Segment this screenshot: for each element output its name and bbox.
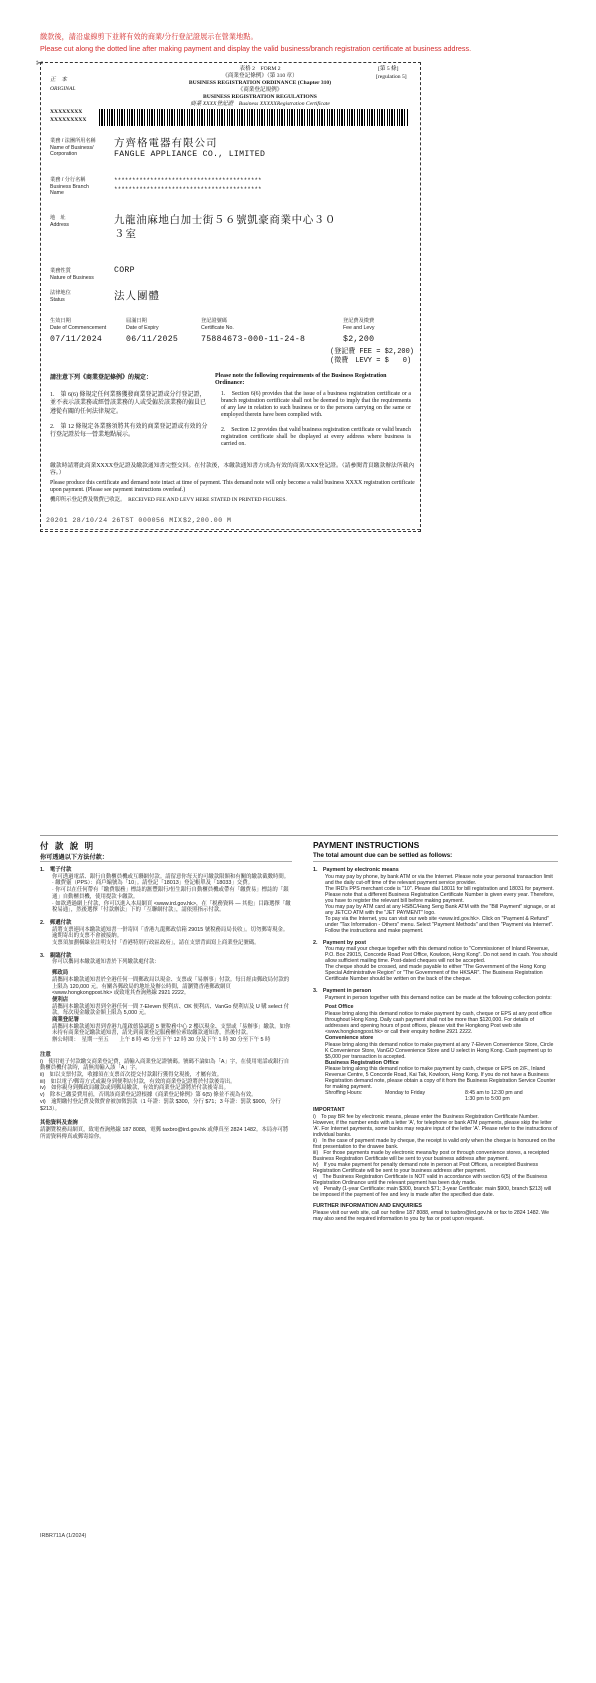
en-column [313, 861, 558, 1522]
en-post-title: Post Office [325, 1004, 354, 1011]
fee-total: $2,200 [343, 335, 375, 344]
zh-s2-body: 請將支票連同本繳款通知書一併寄回「香港九龍郵政信箱 29015 號稅務局局長收」。切勿郵寄現金。逾期寄出的支票不會被接納。 支票須加劃橫線並註明支付「香港特別行政區政府」，請在支票背面寫上商業登記號碼。 [52, 926, 289, 947]
fee-label-en: Fee and Levy [343, 325, 375, 331]
copy-zh: 正 本 [50, 77, 67, 83]
status-value: 法人團體 [114, 290, 160, 302]
notice-zh: 繳款後，請沿虛線剪下並將有效的商業/分行登記證展示在營業地點。 [40, 32, 258, 41]
nature-label-en: Nature of Business [50, 275, 94, 281]
en-further-body: Please visit our web site, call our hotline 187 8088, email to taxbro@ird.gov.hk or fax to 2824 1482. We may also send the required information to you by fax or post upon request. [313, 1209, 550, 1222]
zh-s1-title: 1. 電子付款 [40, 867, 72, 873]
zh-post-body: 請攜同本繳款通知書於全港任何一間郵政局以現金、支票或「易辦事」付款。每日經由郵政局付款的上限為 120,000 元。有關各郵政局的地址及辦公時間，請瀏覽香港郵政網頁 <www.hongkongpost.hk> 或致電其查詢熱線 2921 2222。 [52, 976, 290, 997]
address-line-2: ３室 [114, 228, 137, 240]
address-line-1: 九龍油麻地白加士街５６號凱豪商業中心３０ [114, 214, 336, 226]
nature-label-zh: 業務性質 [50, 268, 71, 274]
zh-s1-body: 你可透過電話、銀行自動櫃員機或互聯網付款。請留意你每天的可繳款限額和有關的繳款截數時間。 · 繳費靈（PPS）：商戶編號為「10」。請登記「18013」登記帳單及「18033」交費。 · 你可以在任何帶有「繳費服務」標誌的滙豐銀行/恒生銀行自動櫃員機或帶有「繳費易」標誌的「銀通」自動櫃員機，使用提款卡繳款。 · 如欲透過網上付款，你可以進入本局網頁 <www.ird.gov.hk>，在「税務資料 — 其他」目錄選擇「繳稅易通」，然後選擇「付款辦法」下的「互聯網付款」，請依照指示付款。 [52, 873, 291, 914]
zh-instructions-title: 付 款 說 明 [40, 841, 96, 851]
cut-line [40, 529, 420, 530]
en-hours-row [313, 1090, 558, 1102]
notice-en: Please cut along the dotted line after making payment and display the valid business/branch registration certificate at business address. [40, 44, 472, 53]
en-note-3: iii) For those payments made by electronic means/by post or through convenience stores, a receipted Business Registration Certificate will be sent to your business address after payment. [313, 1149, 550, 1162]
address-label-zh: 地 址 [50, 215, 66, 221]
masked-code-1: XXXXXXXX [50, 109, 83, 115]
zh-post-title: 郵政局 [52, 970, 69, 977]
zh-s2-title: 2. 郵遞付款 [40, 919, 72, 926]
ordinance-zh: 《商業登記條例》（第 310 章） [222, 73, 298, 79]
zh-counter-body: 請攜同本繳款通知書到香港九龍啟德協調道 5 號稅務中心 2 樓以現金、支票或「易辦事」繳款。如你未持有商業登記繳款通知書，請先到商業登記服務櫃位索取繳款通知書，然後付款。 [52, 1023, 291, 1037]
zh-note-1: i) 使用電子付款繳交商業登記費，請輸入商業登記證號碼。號碼不論如為「A」字，在使用電話或銀行自動櫃員機付款時，請無需輸入該「A」字。 [40, 1058, 290, 1072]
expiry-label-zh: 屆滿日期 [126, 318, 147, 324]
en-note-5: v) The Business Registration Certificate is NOT valid in accordance with section 6(5) of the Business Registration Ordinance until the relevant payment has been duly made. [313, 1173, 548, 1186]
payment-note-zh: 繳款時請將此商業XXXX登記證及繳款通知書完整交回。在付款後，本繳款通知書方成為有效的商業/XXX登記證。（請參閱背頁繳款辦法所載內容。） [50, 463, 415, 477]
payment-stamp-amount: $2,200.00 M [183, 517, 232, 524]
barcode [99, 109, 408, 126]
regulations-en: BUSINESS REGISTRATION REGULATIONS [203, 94, 317, 100]
zh-store-title: 便利店 [52, 996, 69, 1003]
nature-of-business: CORP [114, 266, 135, 275]
en-counter-body: Please bring along this demand notice to make payment by cash, cheque or EPS on 2/F., Inland Revenue Centre, 5 Concorde Road, Kai Tak, Kowloon, Hong Kong. If you do not have a Business Registration demand note, please obtain a copy of it from the Business Registration Service Counter for making payment. [325, 1066, 556, 1091]
certificate-title: 商業 XXXX登記證 Business XXXXXRegistration Certificate [190, 101, 330, 107]
regulations-zh: 《商業登記規例》 [237, 87, 283, 93]
certificate-number: 75884673-000-11-24-8 [201, 335, 306, 344]
zh-s3-title: 3. 親臨付款 [40, 952, 72, 959]
en-counter-title: Business Registration Office [325, 1059, 399, 1066]
zh-note-6: vi) 逾期繳付登記費及徵費會被加徵罰款（1 年證：罰款 $300，分行 $71；3 年證：罰款 $900，分行 $213）。 [40, 1098, 281, 1112]
en-store-title: Convenience store [325, 1034, 374, 1041]
fee-label-zh: 登記費及徵費 [343, 318, 375, 324]
en-further-title: FURTHER INFORMATION AND ENQUIRIES [313, 1202, 423, 1209]
scissors-icon: ✂ [36, 58, 44, 68]
zh-column [40, 861, 292, 1522]
ordinance-en: BUSINESS REGISTRATION ORDINANCE (Chapter 310) [188, 80, 332, 86]
certificate [40, 62, 421, 532]
cert-no-label-zh: 登記證號碼 [201, 318, 227, 324]
en-note-6: vi) Penalty (1-year Certificate: main $300, branch $71; 3-year Certificate: main $900, branch $213) will be imposed if the payment of fee and levy is made after the specified due date. [313, 1185, 552, 1198]
masked-code-2: XXXXXXXXX [50, 117, 87, 123]
business-name-zh: 方齊格電器有限公司 [114, 137, 218, 149]
en-s1-body: You may pay by phone, by bank ATM or via the Internet. Please note your personal transaction limit and the daily cut-off time of the relevant payment service provider. The IRD's PPS merchant code is "10". Please dial 18011 for bill registration and 18031 for payment. Please note that a different Business Registration Certificate Number is given every year. Therefore, you have to register the relevant bill before making payment. You may pay by ATM card at any HSBC/Hang Seng Bank ATM with the "Bill Payment" signage, or at any JETCO ATM with the "JET PAYMENT" logo. To pay via the Internet, you can visit our web site <www.ird.gov.hk>. Click on "Payment & Refund" under "Tax Information - Others" menu. Select "Payment Methods" and then "Payment via Internet". Follow the instructions and make payment. [325, 873, 555, 934]
zh-note-title: 注意 [40, 1051, 51, 1058]
zh-hours: 辦公時間： 星期一至五 上午 8 時 45 分至下午 12 時 30 分及下午 1 時 30 分至下午 5 時 [52, 1037, 271, 1044]
en-instructions-title: PAYMENT INSTRUCTIONS [313, 840, 420, 850]
branch-name-1: ***************************************** [114, 177, 262, 184]
cert-no-label-en: Certificate No. [201, 325, 234, 331]
requirement-en-2: 2. Section 12 provides that valid business registration certificate or valid branch registration certificate shall be displayed at every address where business is carried on. [221, 427, 411, 448]
branch-label-en: Business Branch Name [50, 184, 89, 197]
machine-receipt-note: 機印所示登記費及徵費已收訖。 RECEIVED FEE AND LEVY HERE STATED IN PRINTED FIGURES. [50, 497, 287, 503]
requirements-title-en: Please note the following requirements of the Business Registration Ordinance: [215, 373, 387, 386]
status-label-en: Status [50, 297, 65, 303]
en-hours-times: 8:45 am to 12:30 pm and 1:30 pm to 5:00 pm [465, 1090, 523, 1103]
zh-store-body: 請攜同本繳款通知書到全港任何一間 7-Eleven 便利店、OK 便利店、VanGo 便利店及 U 購 select 付款。每次現金繳款金額上限為 5,000 元。 [52, 1003, 290, 1017]
en-s3-body: Payment in person together with this demand notice can be made at the following collection points: [325, 995, 552, 1002]
en-note-2: ii) In the case of payment made by cheque, the receipt is valid only when the cheque is honoured on the first presentation to the drawee bank. [313, 1137, 556, 1150]
en-instructions-subtitle: The total amount due can be settled as follows: [313, 852, 453, 859]
en-s3-title: 3. Payment in person [313, 988, 372, 995]
zh-s3-body: 你可以攜同本繳款通知書於下列繳款處付款： [52, 959, 160, 966]
zh-instructions-subtitle: 你可透過以下方法付款： [40, 854, 109, 861]
commence-label-en: Date of Commencement [50, 325, 107, 331]
levy-line: (徵費 LEVY = $ 0) [330, 357, 412, 365]
name-label-zh: 業務 / 法團所用名稱 [50, 138, 96, 144]
en-hours-label: Shroffing Hours: [325, 1090, 363, 1097]
payment-stamp-code: 20201 28/10/24 26TST 000056 MIX [46, 517, 183, 524]
address-label-en: Address [50, 222, 70, 228]
zh-further-body: 請瀏覽稅務局網頁，致電查詢熱線 187 8088，電郵 taxbro@ird.gov.hk 或傳真至 2824 1482。本局亦可將所需資料傳真或郵寄給你。 [40, 1126, 289, 1140]
requirement-zh-2: 2. 第 12 條規定各業務須將其有效的商業登記證或有效的分行登記證於每一營業地點展示。 [50, 424, 208, 439]
en-hours-days: Monday to Friday [385, 1090, 426, 1097]
zh-note-4: iv) 如你親身到郵政局繳款或到郵局繳款，有效的商業登記證將於付款後寄出。 [40, 1085, 229, 1092]
en-post-body: Please bring along this demand notice to make payment by cash, cheque or EPS at any post office throughout Hong Kong. Daily cash payment shall not be more than $120,000. For details of addresses and opening hours of post offices, please visit the Hongkong Post web site <www.hongkongpost.hk> or call their enquiry hotline 2921 2222. [325, 1010, 552, 1035]
requirement-en-1: 1. Section 6(6) provides that the issue of a business registration certificate or a branch registration certificate shall not be deemed to imply that the requirements of any law in relation to such business or to the persons carrying on the same or employed therein have been complied with. [221, 391, 411, 419]
branch-label-zh: 業務 / 分行名稱 [50, 177, 86, 183]
zh-note-2: ii) 如以支票付款，收據須在支票首次提交付款銀行獲得兌現後，才屬有效。 [40, 1071, 223, 1078]
form-number: 表格 2 FORM 2 [239, 66, 281, 72]
en-note-4: iv) If you make payment for penalty demand note in person at Post Offices, a receipted Business Registration Certificate will be sent to your business address after payment. [313, 1161, 539, 1174]
zh-further-title: 其他資料及查詢 [40, 1120, 78, 1127]
zh-counter-title: 商業登記署 [52, 1017, 79, 1024]
zh-note-3: iii) 如以電子/郵寄方式或親身到便利店付款，有效的商業登記證將於付款後寄出。 [40, 1078, 236, 1085]
branch-name-2: ***************************************** [114, 186, 262, 193]
en-store-body: Please bring along this demand notice to make payment at any 7-Eleven Convenience Store, Circle K Convenience Store, VanGO Convenience Store and U select in Hong Kong. Cash payment up to $5,000 per transaction is accepted. [325, 1041, 554, 1060]
en-s2-title: 2. Payment by post [313, 939, 367, 946]
requirement-zh-1: 1. 第 6(6) 條規定任何業務獲發商業登記證或分行登記證，並不表示該業務或經營該業務的人或受僱於該業務的僱員已遵從有關的任何法律規定。 [50, 392, 207, 415]
payment-note-en: Please produce this certificate and demand note intact at time of payment. This demand note will only become a valid business XXXX registration certificate upon payment. (Please see payment instructions overleaf.) [50, 480, 415, 494]
zh-note-5: v) 除本已繳妥費用前，否則該商業登記證根據《商業登記條例》第 6(5) 條並不視為有效。 [40, 1092, 257, 1099]
form-code: IRBR711A (1/2024) [40, 1533, 87, 1539]
expiry-label-en: Date of Expiry [126, 325, 159, 331]
expiry-date: 06/11/2025 [126, 335, 179, 344]
commence-label-zh: 生效日期 [50, 318, 71, 324]
regulation-zh: [第 5 條] [378, 66, 399, 72]
name-label-en: Name of Business/ Corporation [50, 145, 94, 158]
status-label-zh: 法律地位 [50, 290, 71, 296]
fee-line: (登記費 FEE = $2,200) [330, 348, 415, 356]
copy-en: ORIGINAL [50, 86, 76, 92]
en-note-1: i) To pay BR fee by electronic means, please enter the Business Registration Certificate Number. However, if the number ends with a letter 'A', for telephone or bank ATM payments, please skip the letter 'A'. For Internet payments, some banks may require input of the letter 'A'. Please refer to the instructions of individual banks. [313, 1113, 558, 1138]
business-name-en: FANGLE APPLIANCE CO., LIMITED [114, 150, 266, 159]
requirements-title-zh: 請注意下列《商業登記條例》的規定： [50, 375, 153, 381]
regulation-en: [regulation 5] [376, 74, 407, 80]
en-s2-body: You may mail your cheque together with this demand notice to "Commissioner of Inland Revenue, P.O. Box 29015, Concorde Road Post Office, Kowloon, Hong Kong". Do not send in cash. You should allow sufficient mailing time. Post-dated cheques will not be accepted. The cheque should be crossed, and made payable to either "The Government of the Hong Kong Special Administrative Region" or "The Government of the HKSAR". The Business Registration Certificate Number should be written on the back of the cheque. [325, 946, 558, 983]
en-s1-title: 1. Payment by electronic means [313, 867, 399, 873]
commence-date: 07/11/2024 [50, 335, 103, 344]
en-note-title: IMPORTANT [313, 1107, 345, 1114]
